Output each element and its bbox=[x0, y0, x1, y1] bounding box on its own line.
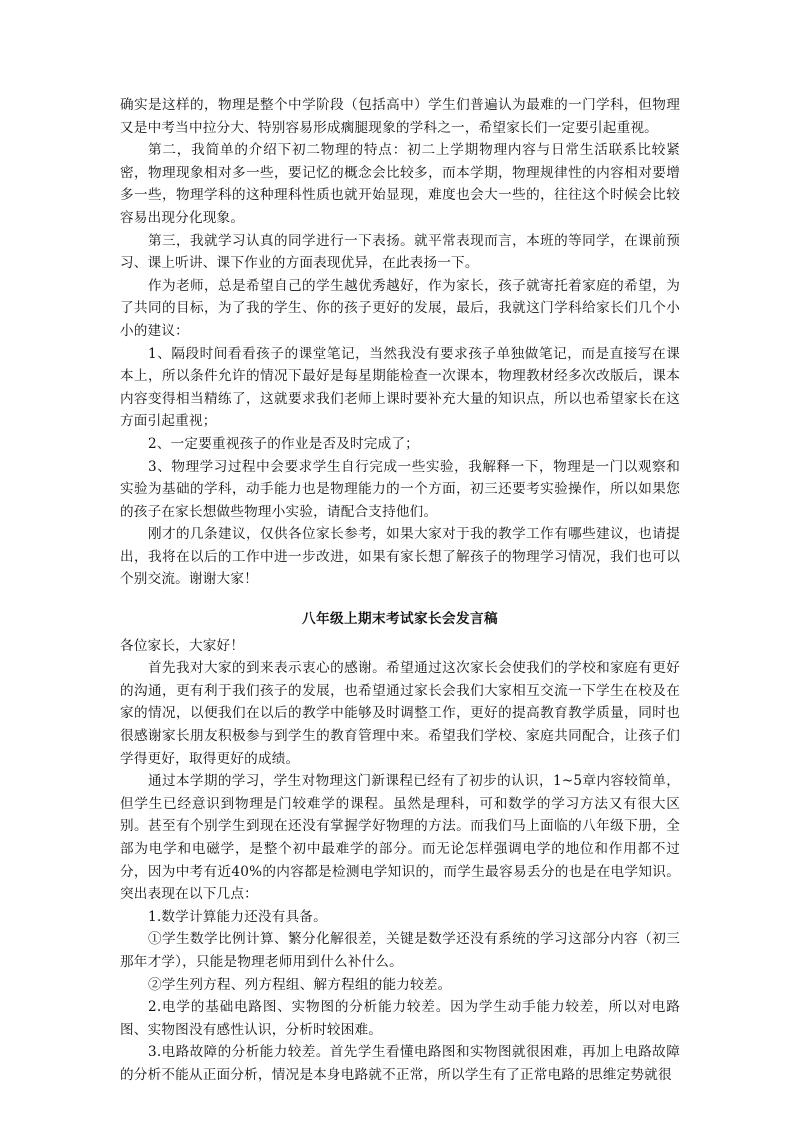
suggestion-1: 1、隔段时间看看孩子的课堂笔记，当然我没有要求孩子单独做笔记，而是直接写在课本上，所以条件允许的情况下最好是每星期能检查一次课本，物理教材经多次改版后，课本内容变得相当精练了，这就要求我们老师上课时要补充大量的知识点，所以也希望家长在这方面引起重视； bbox=[120, 345, 680, 430]
paragraph-thanks: 首先我对大家的到来表示衷心的感谢。希望通过这次家长会使我们的学校和家庭有更好的沟通，更有利于我们孩子的发展，也希望通过家长会我们大家相互交流一下学生在校及在家的情况，以便我们在以后的教学中能够及时调整工作，更好的提高教育教学质量，同时也很感谢家长朋友积极参与到学生的教育管理中来。希望我们学校、家庭共同配合，让孩子们学得更好，取得更好的成绩。 bbox=[120, 660, 680, 767]
paragraph-teacher-hopes: 作为老师，总是希望自己的学生越优秀越好，作为家长，孩子就寄托着家庭的希望，为了共同的目标，为了我的学生、你的孩子更好的发展，最后，我就这门学科给家长们几个小小的建议： bbox=[120, 277, 680, 339]
document-page bbox=[120, 94, 680, 1087]
point-1-sub-2: ②学生列方程、列方程组、解方程组的能力较差。 bbox=[148, 976, 452, 993]
point-3-circuit-fault: 3.电路故障的分析能力较差。首先学生看懂电路图和实物图就很困难，再加上电路故障的分析不能从正面分析，情况是本身电路就不正常，所以学生有了正常电路的思维定势就很 bbox=[120, 1044, 680, 1083]
point-1-math: 1.数学计算能力还没有具备。 bbox=[148, 908, 327, 925]
suggestion-2: 2、一定要重视孩子的作业是否及时完成了； bbox=[148, 435, 419, 452]
paragraph-point-two: 第二，我简单的介绍下初二物理的特点：初二上学期物理内容与日常生活联系比较紧密，物理现象相对多一些，要记忆的概念会比较多，而本学期，物理规律性的内容相对要增多一些，物理学科的这种理科性质也就开始显现，难度也会大一些的，往往这个时候会比较容易出现分化现象。 bbox=[120, 142, 680, 226]
greeting: 各位家长，大家好！ bbox=[120, 637, 245, 654]
paragraph-physics-difficulty: 确实是这样的，物理是整个中学阶段（包括高中）学生们普遍认为最难的一门学科，但物理又是中考当中拉分大、特别容易形成瘸腿现象的学科之一，希望家长们一定要引起重视。 bbox=[120, 97, 680, 136]
point-1-sub-1: ①学生数学比例计算、繁分化解很差，关键是数学还没有系统的学习这部分内容（初三那年才学），只能是物理老师用到什么补什么。 bbox=[120, 931, 680, 970]
paragraph-closing: 刚才的几条建议，仅供各位家长参考，如果大家对于我的教学工作有哪些建议，也请提出，我将在以后的工作中进一步改进，如果有家长想了解孩子的物理学习情况，我们也可以个别交流。谢谢大家！ bbox=[120, 526, 680, 588]
suggestion-3: 3、物理学习过程中会要求学生自行完成一些实验，我解释一下，物理是一门以观察和实验为基础的学科，动手能力也是物理能力的一个方面，初三还要考实验操作，所以如果您的孩子在家长想做些物理小实验，请配合支持他们。 bbox=[120, 458, 680, 520]
paragraph-point-three: 第三，我就学习认真的同学进行一下表扬。就平常表现而言，本班的等同学，在课前预习、课上听讲、课下作业的方面表现优异，在此表扬一下。 bbox=[120, 232, 680, 272]
paragraph-semester-review: 通过本学期的学习，学生对物理这门新课程已经有了初步的认识，1~5章内容较简单，但学生已经意识到物理是门较难学的课程。虽然是理科，可和数学的学习方法又有很大区别。甚至有个别学生到现在还没有掌握学好物理的方法。而我们马上面临的八年级下册，全部为电学和电磁学，是整个初中最难学的部分。而无论怎样强调电学的地位和作用都不过分，因为中考有近40%的内容都是检测电学知识的，而学生最容易丢分的也是在电学知识。突出表现在以下几点： bbox=[120, 773, 680, 903]
section-title: 八年级上期末考试家长会发言稿 bbox=[302, 611, 498, 628]
point-2-circuit-diagram: 2.电学的基础电路图、实物图的分析能力较差。因为学生动手能力较差，所以对电路图、实物图没有感性认识，分析时较困难。 bbox=[120, 999, 680, 1038]
